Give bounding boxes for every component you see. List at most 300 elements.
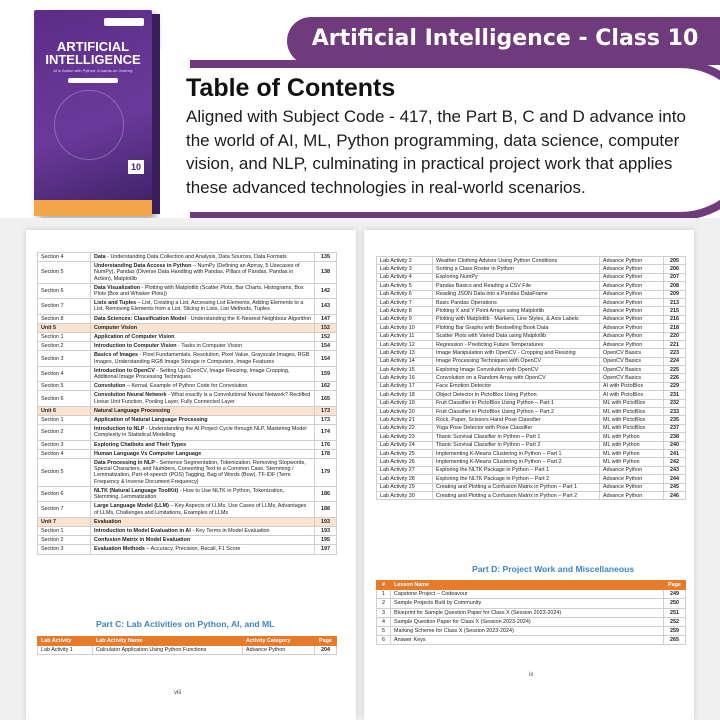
section-title-cell (91, 342, 315, 351)
page-cell: 221 (664, 340, 686, 348)
lesson-cell: Sample Question Paper for Class X (Session 2023-2024) (391, 617, 664, 626)
activity-cell: Lab Activity 11 (377, 332, 433, 340)
section-title-cell (91, 351, 315, 366)
table-row (38, 391, 337, 406)
section-title: Introduction to Model Evaluation in AI (94, 527, 191, 534)
page-cell: 197 (315, 545, 337, 554)
section-desc: - Setting Up OpenCV, Image Resizing, Image Cropping, Additional Image Processing Techniques (94, 367, 290, 381)
page-number-right: ix (529, 672, 534, 678)
page-cell: 159 (315, 366, 337, 381)
activity-cell: Lab Activity 29 (377, 483, 433, 491)
activity-cell: Lab Activity 24 (377, 441, 433, 449)
table-row (38, 646, 337, 655)
lesson-cell: Blueprint for Sample Question Paper for Class X (Session 2023-2024) (391, 608, 664, 617)
section-title: Large Language Model (LLM) (94, 503, 169, 510)
table-row (38, 283, 337, 298)
section-desc: - What exactly is a Convolutional Neural Network? Rectified Linear Unit Function, Pooling Layer, Fully Connected Layer (94, 392, 311, 405)
section-cell: Section 4 (38, 449, 91, 458)
page-number-left: viii (174, 690, 181, 696)
page-cell: 204 (315, 646, 337, 655)
section-cell: Section 7 (38, 502, 91, 517)
name-cell: Plotting Bar Graphs with Bestselling Book Data (433, 324, 600, 332)
table-row (377, 636, 686, 645)
section-cell: Section 1 (38, 416, 91, 425)
activity-cell: Lab Activity 16 (377, 374, 433, 382)
section-desc: - Understanding Data Collection and Analysis, Data Sources, Data Formats (105, 254, 287, 260)
table-row (377, 617, 686, 626)
book-tag (68, 78, 118, 83)
category-cell: Advance Python (600, 332, 664, 340)
page-cell: 250 (664, 599, 686, 608)
table-row (38, 351, 337, 366)
section-desc: – NumPy (Defining an Aprray, 5 Usecases of NumPy), Pandas (Diverse Data Handling with Pandas, Pillars of Pandas, Pandas in Action), Matplotlib (94, 263, 300, 282)
section-title-cell (91, 262, 315, 284)
activity-cell: Lab Activity 22 (377, 424, 433, 432)
category-cell: Advance Python (600, 273, 664, 281)
table-row (38, 262, 337, 284)
page-cell: 259 (664, 627, 686, 636)
table-row (377, 357, 686, 365)
header-page: Page (664, 581, 686, 590)
activity-cell: Lab Activity 17 (377, 382, 433, 390)
activity-cell: Lab Activity 25 (377, 449, 433, 457)
category-cell: OpenCV Basics (600, 374, 664, 382)
name-cell: Reading JSON Data into a Pandas DataFrame (433, 290, 600, 298)
activity-cell: Lab Activity 23 (377, 433, 433, 441)
table-row (38, 459, 337, 487)
page-cell: 229 (664, 382, 686, 390)
section-title-cell (91, 459, 315, 487)
category-cell: ML with Python (600, 458, 664, 466)
page-cell: 265 (664, 636, 686, 645)
section-title: Data Sciences: Classification Model (94, 315, 186, 322)
section-title-cell (91, 517, 315, 526)
page-cell: 235 (664, 416, 686, 424)
table-row (377, 599, 686, 608)
table-row (377, 441, 686, 449)
table-row (38, 526, 337, 535)
section-cell: Section 6 (38, 486, 91, 501)
section-cell: Section 6 (38, 391, 91, 406)
table-row (377, 483, 686, 491)
section-title-cell (91, 440, 315, 449)
category-cell: OpenCV Basics (600, 366, 664, 374)
section-title-cell (91, 253, 315, 262)
table-row (38, 314, 337, 323)
page-cell: 193 (315, 517, 337, 526)
table-row (377, 627, 686, 636)
name-cell: Pandas Basics and Reading a CSV File (433, 282, 600, 290)
page-cell: 243 (664, 466, 686, 474)
name-cell: Weather Clothing Advisor Using Python Conditions (433, 257, 600, 265)
activity-cell: Lab Activity 5 (377, 282, 433, 290)
category-cell: ML with PictoBlox (600, 408, 664, 416)
category-cell: Advance Python (243, 646, 315, 655)
page-cell: 245 (664, 483, 686, 491)
section-title-cell (91, 283, 315, 298)
activity-cell: Lab Activity 10 (377, 324, 433, 332)
section-cell: Unit 5 (38, 323, 91, 332)
page-cell: 142 (315, 283, 337, 298)
page-cell: 246 (664, 491, 686, 499)
table-row (38, 502, 337, 517)
section-desc: – List, Creating a List, Accessing List Elements, Adding Elements to a List, Removing Elements from a List, Slicing in Lists, List Methods, Tuples (94, 300, 304, 313)
book-title: ARTIFICIAL INTELLIGENCE (45, 39, 141, 67)
name-cell: Plotting X and Y Point Arrays using Matplotlib (433, 307, 600, 315)
page-cell: 135 (315, 253, 337, 262)
section-title-cell (91, 391, 315, 406)
category-cell: ML with Python (600, 449, 664, 457)
category-cell: Advance Python (600, 491, 664, 499)
section-title-cell (91, 314, 315, 323)
page-cell: 178 (315, 449, 337, 458)
section-title: Evaluation Methods (94, 546, 145, 553)
section-cell: Section 4 (38, 253, 91, 262)
section-title: Application of Natural Language Processing (94, 417, 208, 424)
table-row (38, 342, 337, 351)
section-cell: Unit 6 (38, 406, 91, 415)
table-header-row (38, 637, 337, 646)
header-activity: Lab Activity (38, 637, 93, 646)
page-cell: 138 (315, 262, 337, 284)
num-cell: 4 (377, 617, 391, 626)
section-cell: Section 1 (38, 333, 91, 342)
table-row (38, 366, 337, 381)
category-cell: ML with PictoBlox (600, 424, 664, 432)
category-cell: Advance Python (600, 307, 664, 315)
page-cell: 152 (315, 333, 337, 342)
table-row (377, 466, 686, 474)
table-row (377, 366, 686, 374)
page-cell: 224 (664, 357, 686, 365)
header-lesson: Lesson Name (391, 581, 664, 590)
page-cell: 225 (664, 366, 686, 374)
category-cell: Advance Python (600, 324, 664, 332)
name-cell: Creating and Plotting a Confusion Matrix in Python – Part 2 (433, 491, 600, 499)
table-row (38, 333, 337, 342)
page-cell: 233 (664, 408, 686, 416)
section-title: Data (94, 254, 106, 260)
page-cell: 152 (315, 323, 337, 332)
table-row (38, 545, 337, 554)
table-row (377, 449, 686, 457)
cover-graphic (54, 90, 124, 160)
book-cover (34, 10, 152, 216)
activity-cell: Lab Activity 9 (377, 315, 433, 323)
section-title: Introduction to Computer Vision (94, 343, 177, 350)
section-cell: Section 5 (38, 382, 91, 391)
section-title: Understanding Data Access in Python (94, 263, 192, 270)
table-header-row (377, 581, 686, 590)
section-title-cell (91, 449, 315, 458)
part-c-table (37, 636, 337, 655)
page-cell: 251 (664, 608, 686, 617)
section-title: Lists and Tuples (94, 300, 137, 307)
page-cell: 244 (664, 475, 686, 483)
name-cell: Convolution on a Random Array with OpenCV (433, 374, 600, 382)
table-row (377, 399, 686, 407)
section-desc: - Sentence Segmentation, Tokenization, Removing Stopwords, Special Characters, and Numbers, Converting Text to a Common Case, Stemming / Lemmatization, Part-of-speech (POS) Tagging, Bag of Words (Bow), TF-IDF (Term Frequency & Inverse Document Frequency) (94, 460, 306, 485)
section-desc: - Understanding the AI Project Cycle through NLP, Mastering Model Complexity in Statistical Modelling (94, 426, 307, 439)
activity-cell: Lab Activity 30 (377, 491, 433, 499)
category-cell: Advance Python (600, 265, 664, 273)
unit-row (38, 323, 337, 332)
category-cell: ML with PictoBlox (600, 399, 664, 407)
toc-heading: Table of Contents (186, 74, 396, 102)
section-title-cell (91, 366, 315, 381)
table-row (38, 382, 337, 391)
header-name: Lab Activity Name (93, 637, 243, 646)
section-cell: Section 3 (38, 351, 91, 366)
table-row (377, 290, 686, 298)
cover-footer-band (34, 200, 152, 216)
section-title: Introduction to NLP (94, 426, 145, 433)
lesson-cell: Capstone Project – Codeavour (391, 590, 664, 599)
table-row (377, 391, 686, 399)
name-cell: Regression - Predicting Future Temperatures (433, 340, 600, 348)
page-cell: 213 (664, 298, 686, 306)
name-cell: Plotting with Matplotlib - Markers, Line Styles, & Axis Labels (433, 315, 600, 323)
name-cell: Yoga Pose Detector with Pose Classifier (433, 424, 600, 432)
section-title: Human Language Vs Computer Language (94, 450, 202, 457)
section-cell: Section 5 (38, 459, 91, 487)
page-cell: 162 (315, 382, 337, 391)
table-row (38, 253, 337, 262)
lesson-cell: Answer Keys (391, 636, 664, 645)
category-cell: Advance Python (600, 475, 664, 483)
name-cell: Fruit Classifier in PictoBlox Using Python – Part 2 (433, 408, 600, 416)
section-title: Exploring Chatbots and Their Types (94, 441, 187, 448)
book-subtitle: AI in Action with Python: A hands-on Journey (53, 68, 133, 73)
category-cell: Advance Python (600, 466, 664, 474)
section-cell: Section 2 (38, 342, 91, 351)
section-title-cell (91, 382, 315, 391)
name-cell: Exploring the NLTK Package in Python – Part 2 (433, 475, 600, 483)
page-cell: 223 (664, 349, 686, 357)
section-cell: Section 7 (38, 299, 91, 314)
section-title: Convolution Neural Network (94, 392, 167, 399)
page-cell: 249 (664, 590, 686, 599)
section-cell: Section 5 (38, 262, 91, 284)
section-title: Computer Vision (94, 324, 138, 331)
section-desc: - Key Terms in Model Evaluation (190, 527, 270, 534)
section-title: Evaluation (94, 518, 122, 525)
page-cell: 173 (315, 416, 337, 425)
name-cell: Exploring the NLTK Package in Python – Part 1 (433, 466, 600, 474)
name-cell: Creating and Plotting a Confusion Matrix in Python – Part 1 (433, 483, 600, 491)
page-cell: 208 (664, 282, 686, 290)
page-cell: 179 (315, 459, 337, 487)
section-title: Introduction to OpenCV (94, 367, 155, 374)
section-cell: Section 2 (38, 536, 91, 545)
page-cell: 252 (664, 617, 686, 626)
name-cell: Sorting a Class Roster in Python (433, 265, 600, 273)
category-cell: OpenCV Basics (600, 349, 664, 357)
table-row (377, 324, 686, 332)
name-cell: Image Manipulation with OpenCV - Cropping and Resizing (433, 349, 600, 357)
section-desc: - Pixel Fundamentals, Resolution, Pixel Value, Grayscale Images, RGB Images, Understanding RGB Image Storage in Computers, Image Features (94, 352, 310, 365)
table-row (377, 416, 686, 424)
table-row (377, 298, 686, 306)
category-cell: Advance Python (600, 483, 664, 491)
activity-cell: Lab Activity 8 (377, 307, 433, 315)
section-desc: - Understanding the K-Nearest Neighbour Algorithm (185, 315, 311, 322)
page-cell: 209 (664, 290, 686, 298)
name-cell: Scatter Plots with Varied Data using Matplotlib (433, 332, 600, 340)
section-title-cell (91, 536, 315, 545)
section-desc: - Plotting with Matplotlib (Scatter Plots, Bar Charts, Histograms, Box Plots (Box and Whisker Plots)) (94, 284, 304, 298)
page-cell: 165 (315, 391, 337, 406)
activity-cell: Lab Activity 15 (377, 366, 433, 374)
category-cell: ML with PictoBlox (600, 416, 664, 424)
category-cell: Advance Python (600, 282, 664, 290)
section-desc: - Tasks in Computer Vision (176, 343, 242, 350)
left-contents-table (37, 252, 337, 555)
section-cell: Section 3 (38, 545, 91, 554)
page-cell: 237 (664, 424, 686, 432)
num-cell: 2 (377, 599, 391, 608)
section-cell: Section 2 (38, 425, 91, 440)
table-row (377, 408, 686, 416)
part-d-heading: Part D: Project Work and Miscellaneous (472, 564, 635, 574)
name-cell: Face Emotion Detector (433, 382, 600, 390)
page-cell: 188 (315, 502, 337, 517)
section-title: Confusion Matrix in Model Evaluation (94, 537, 191, 544)
table-row (377, 340, 686, 348)
category-cell: Advance Python (600, 315, 664, 323)
table-row (377, 265, 686, 273)
page-cell: 231 (664, 391, 686, 399)
section-title: NLTK (Natural Language ToolKit) (94, 487, 179, 494)
header-category: Activity Category (243, 637, 315, 646)
book-spine (152, 14, 160, 214)
category-cell: ML with Python (600, 433, 664, 441)
category-cell: Advance Python (600, 340, 664, 348)
table-row (377, 273, 686, 281)
section-title-cell (91, 333, 315, 342)
activity-cell: Lab Activity 2 (377, 257, 433, 265)
section-desc: - How to Use NLTK in Python, Tokenization, Stemming, Lemmatization (94, 487, 285, 501)
activity-cell: Lab Activity 27 (377, 466, 433, 474)
name-cell: Implementing K-Means Clustering in Python – Part 1 (433, 449, 600, 457)
section-desc: – Kernal, Example of Python Code for Convolution (125, 383, 248, 390)
section-title-cell (91, 526, 315, 535)
table-row (38, 449, 337, 458)
page-cell: 176 (315, 440, 337, 449)
publisher-logo (104, 18, 144, 26)
page-cell: 232 (664, 399, 686, 407)
page-cell: 216 (664, 315, 686, 323)
activity-cell: Lab Activity 4 (377, 273, 433, 281)
section-title-cell (91, 416, 315, 425)
lesson-cell: Marking Scheme for Class X (Session 2023-2024) (391, 627, 664, 636)
activity-cell: Lab Activity 1 (38, 646, 93, 655)
table-row (377, 315, 686, 323)
section-title-cell (91, 545, 315, 554)
unit-row (38, 406, 337, 415)
name-cell: Exploring NumPy (433, 273, 600, 281)
name-cell: Calculator Application Using Python Functions (93, 646, 243, 655)
name-cell: Image Processing Techniques with OpenCV (433, 357, 600, 365)
table-row (38, 486, 337, 501)
page-cell: 186 (315, 486, 337, 501)
name-cell: Object Detector in PictoBlox Using Python (433, 391, 600, 399)
part-d-table (376, 580, 686, 645)
activity-cell: Lab Activity 18 (377, 391, 433, 399)
page-cell: 173 (315, 406, 337, 415)
page-cell: 154 (315, 342, 337, 351)
activity-cell: Lab Activity 14 (377, 357, 433, 365)
table-row (377, 433, 686, 441)
page-cell: 226 (664, 374, 686, 382)
page-cell: 242 (664, 458, 686, 466)
section-cell: Section 3 (38, 440, 91, 449)
table-row (377, 257, 686, 265)
table-row (377, 475, 686, 483)
section-title: Natural Language Processing (94, 407, 171, 414)
activity-cell: Lab Activity 13 (377, 349, 433, 357)
activity-cell: Lab Activity 3 (377, 265, 433, 273)
table-row (377, 382, 686, 390)
activity-cell: Lab Activity 6 (377, 290, 433, 298)
page-cell: 240 (664, 441, 686, 449)
section-title: Basics of Images (94, 352, 139, 359)
table-row (377, 307, 686, 315)
category-cell: Advance Python (600, 290, 664, 298)
section-title: Convolution (94, 383, 126, 390)
table-row (38, 299, 337, 314)
page-cell: 143 (315, 299, 337, 314)
section-cell: Section 8 (38, 314, 91, 323)
name-cell: Fruit Classifier in PictoBlox Using Python – Part 1 (433, 399, 600, 407)
table-row (377, 491, 686, 499)
name-cell: Implementing K-Means Clustering in Python – Part 2 (433, 458, 600, 466)
section-title-cell (91, 406, 315, 415)
activity-cell: Lab Activity 7 (377, 298, 433, 306)
page-cell: 174 (315, 425, 337, 440)
table-row (377, 608, 686, 617)
activity-cell: Lab Activity 21 (377, 416, 433, 424)
section-title-cell (91, 502, 315, 517)
category-cell: Advance Python (600, 257, 664, 265)
name-cell: Exploring Image Convolution with OpenCV (433, 366, 600, 374)
table-row (377, 374, 686, 382)
section-title: Data Processing in NLP (94, 460, 155, 467)
page-cell: 154 (315, 351, 337, 366)
category-cell: Advance Python (600, 298, 664, 306)
num-cell: 5 (377, 627, 391, 636)
activity-cell: Lab Activity 20 (377, 408, 433, 416)
section-cell: Section 1 (38, 526, 91, 535)
book-grade: 10 (128, 160, 144, 174)
table-row (38, 425, 337, 440)
banner-title: Artificial Intelligence - Class 10 (311, 26, 699, 51)
section-desc: – Accuracy, Precision, Recall, F1 Score (144, 546, 241, 553)
section-cell: Section 4 (38, 366, 91, 381)
section-title-cell (91, 486, 315, 501)
name-cell: Titanic Survival Classifier in Python – Part 1 (433, 433, 600, 441)
section-cell: Unit 7 (38, 517, 91, 526)
section-title-cell (91, 425, 315, 440)
unit-row (38, 517, 337, 526)
page-cell: 206 (664, 265, 686, 273)
name-cell: Titanic Survival Classifier in Python – Part 2 (433, 441, 600, 449)
category-cell: ML with Python (600, 441, 664, 449)
lesson-cell: Sample Projects Built by Community (391, 599, 664, 608)
table-row (377, 424, 686, 432)
activity-cell: Lab Activity 12 (377, 340, 433, 348)
page-cell: 147 (315, 314, 337, 323)
